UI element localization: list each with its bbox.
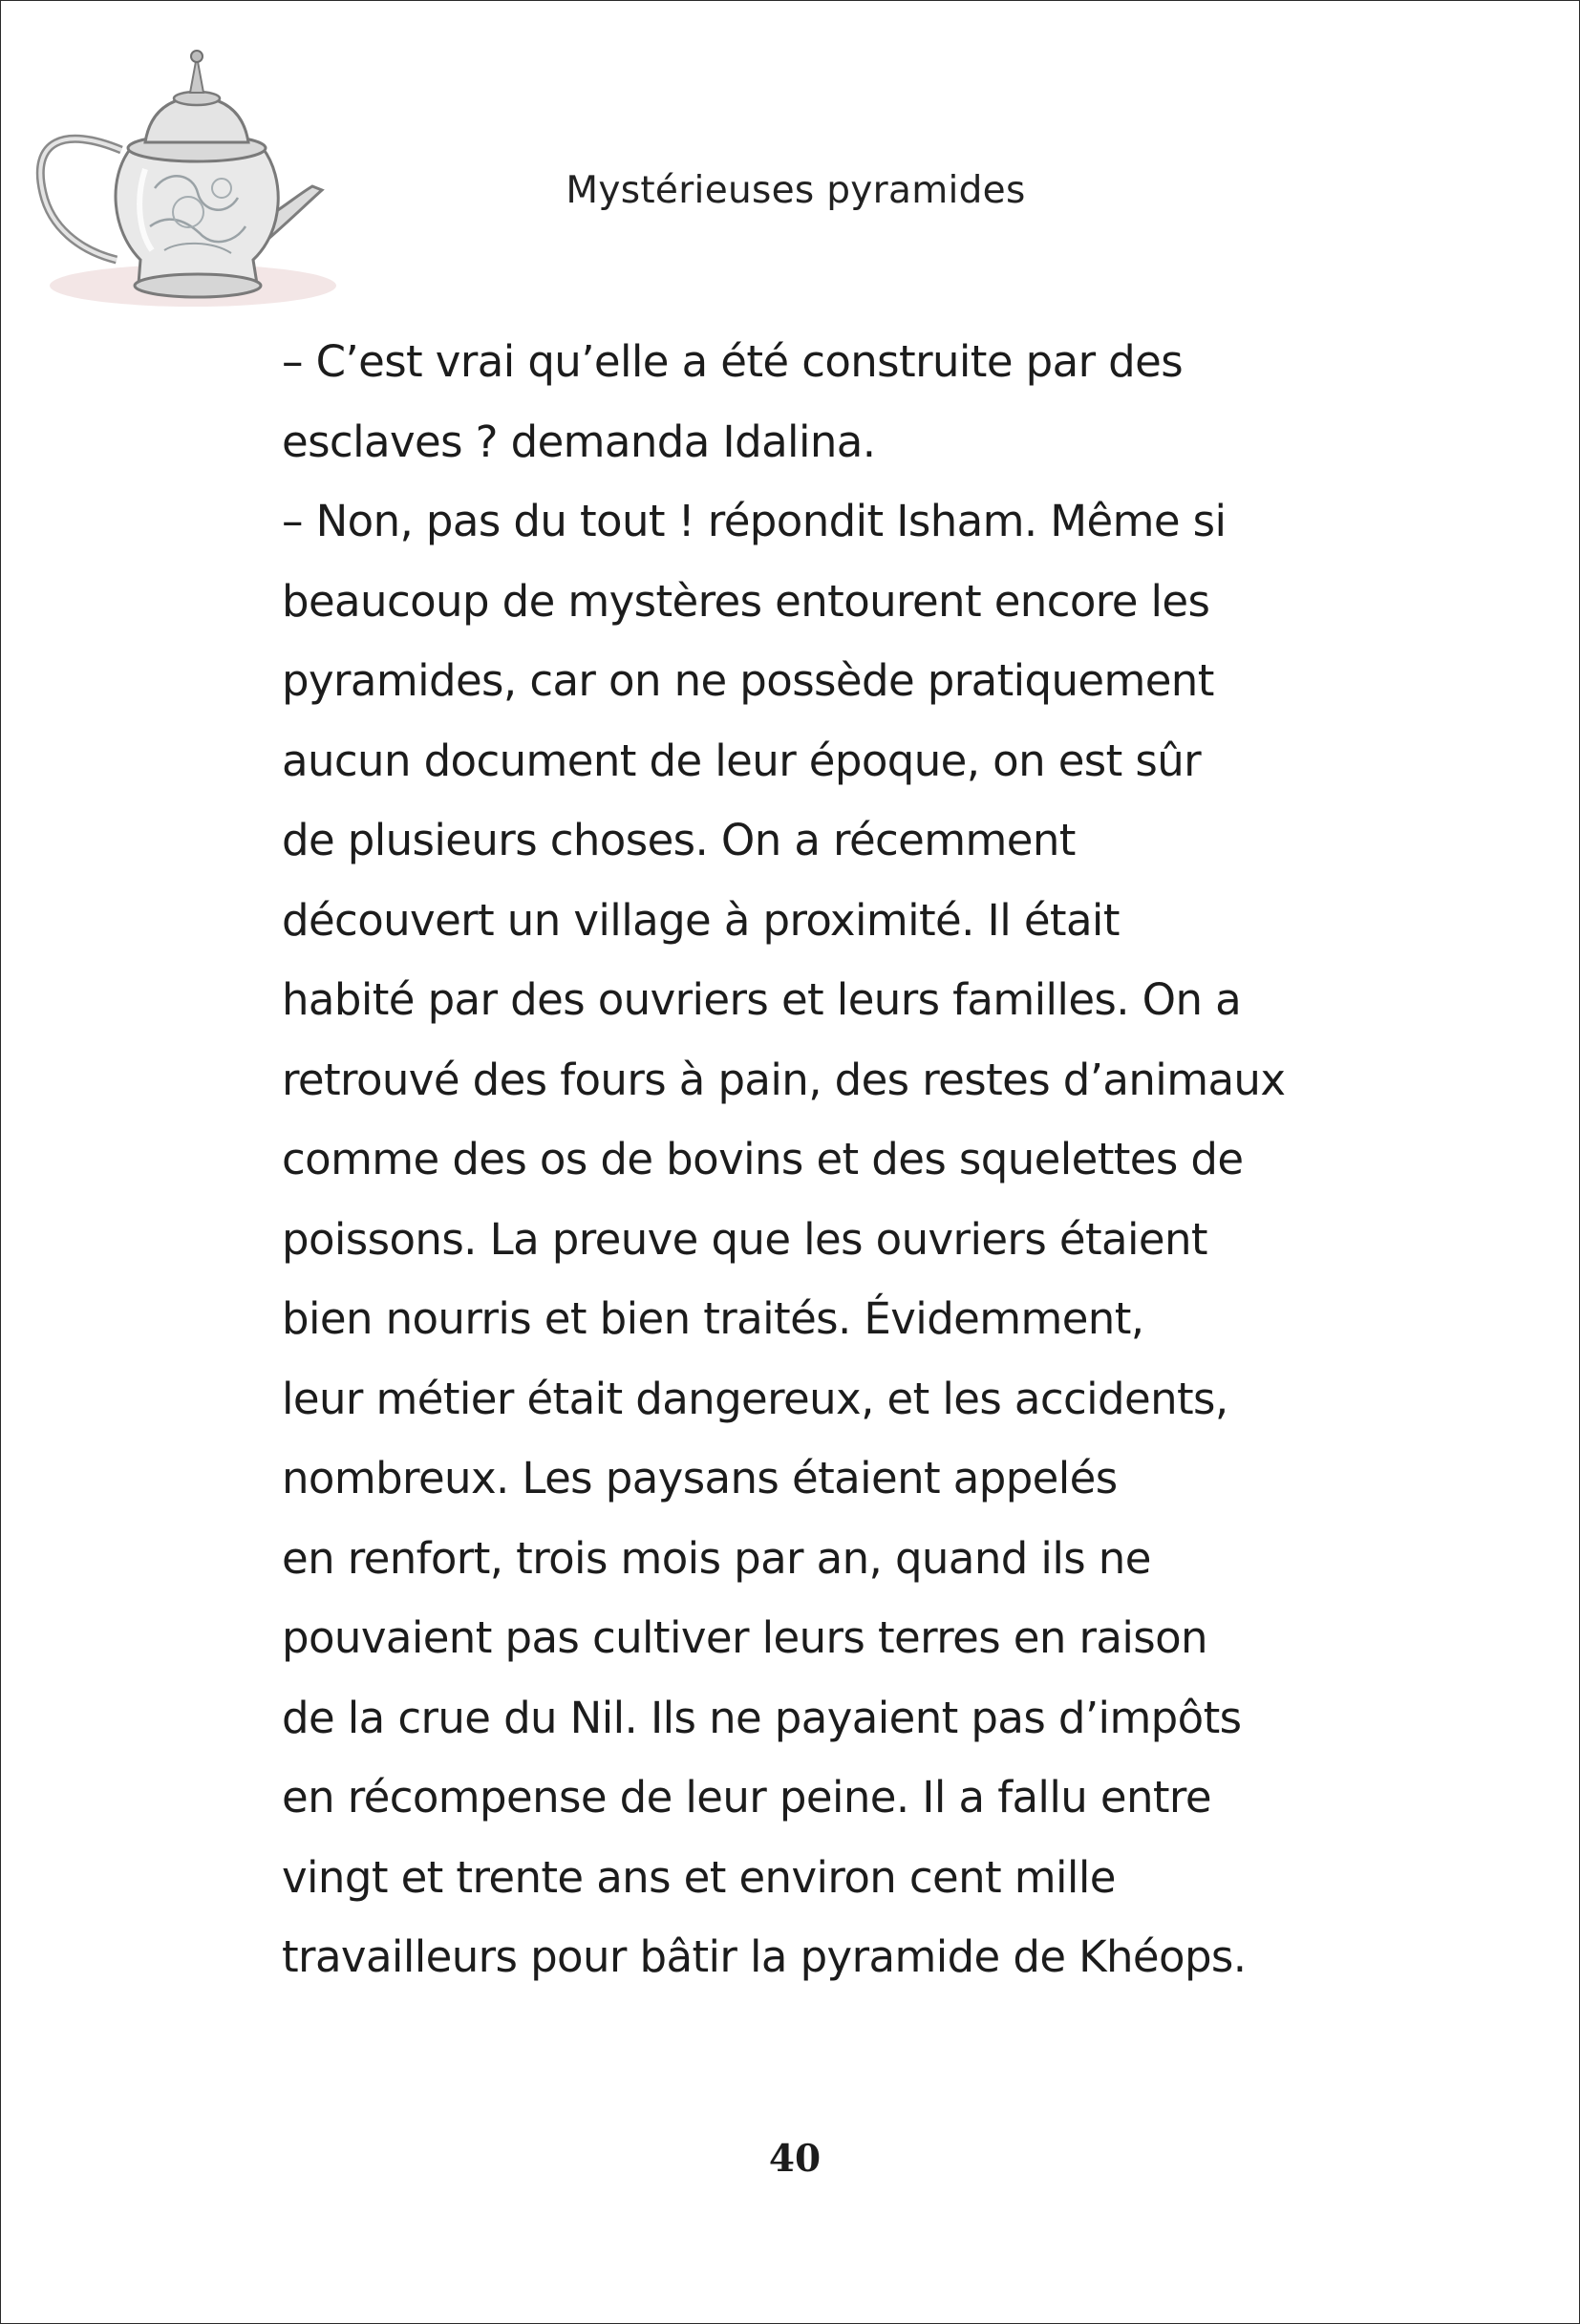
text-line: – C’est vrai qu’elle a été construite par des <box>282 336 1184 387</box>
text-line: de plusieurs choses. On a récemment <box>282 815 1076 865</box>
text-line: comme des os de bovins et des squelettes de <box>282 1134 1244 1184</box>
text-line: beaucoup de mystères entourent encore les <box>282 575 1210 627</box>
text-line: bien nourris et bien traités. Évidemment, <box>282 1293 1144 1344</box>
text-line: pyramides, car on ne possède pratiquement <box>282 655 1214 706</box>
text-line: – Non, pas du tout ! répondit Isham. Même si <box>282 496 1227 546</box>
text-line: en récompense de leur peine. Il a fallu entre <box>282 1772 1211 1823</box>
text-line: poissons. La preuve que les ouvriers étaient <box>282 1213 1207 1265</box>
body-text <box>282 322 1352 1997</box>
text-line: esclaves ? demanda Idalina. <box>282 416 876 467</box>
text-line: en renfort, trois mois par an, quand ils ne <box>282 1532 1151 1584</box>
text-line: vingt et trente ans et environ cent mille <box>282 1851 1116 1903</box>
text-line: découvert un village à proximité. Il était <box>282 894 1120 946</box>
text-line: habité par des ouvriers et leurs familles. On a <box>282 974 1242 1025</box>
text-line: leur métier était dangereux, et les accidents, <box>282 1373 1228 1424</box>
text-line: aucun document de leur époque, on est sûr <box>282 735 1202 786</box>
text-line: retrouvé des fours à pain, des restes d’animaux <box>282 1054 1286 1105</box>
text-line: travailleurs pour bâtir la pyramide de Khéops. <box>282 1931 1247 1982</box>
text-line: de la crue du Nil. Ils ne payaient pas d’impôts <box>282 1692 1242 1743</box>
text-line: nombreux. Les paysans étaient appelés <box>282 1453 1118 1503</box>
running-title: Mystérieuses pyramides <box>566 169 1026 212</box>
text-line: pouvaient pas cultiver leurs terres en raison <box>282 1612 1207 1663</box>
page-number: 40 <box>768 2137 822 2181</box>
